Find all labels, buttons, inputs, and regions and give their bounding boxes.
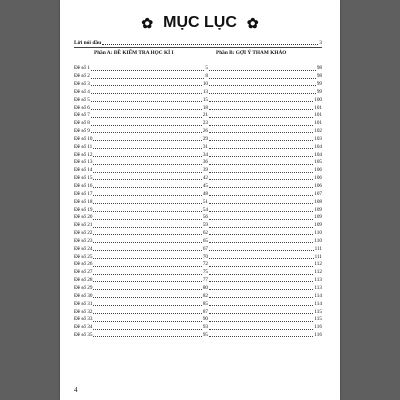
entry-label: Đề số 15 <box>74 175 93 182</box>
entry-label: Đề số 5 <box>74 96 90 103</box>
part-a-entry <box>74 129 208 135</box>
part-a-entry <box>74 208 208 214</box>
entry-label: Đề số 25 <box>74 253 93 260</box>
part-a-page: 34 <box>202 151 208 158</box>
entry-label: Đề số 8 <box>74 120 90 127</box>
entry-label: Đề số 26 <box>74 261 93 268</box>
part-b-page: 109 <box>314 206 322 213</box>
part-a-page: 77 <box>202 277 208 284</box>
part-b-page: 103 <box>314 135 322 142</box>
toc-list <box>74 64 322 339</box>
toc-row <box>74 95 322 103</box>
part-a-page: 90 <box>202 316 208 323</box>
entry-label: Đề số 2 <box>74 73 90 80</box>
part-a-entry <box>74 168 208 174</box>
part-a-entry <box>74 294 208 300</box>
part-b-page: 99 <box>316 88 322 95</box>
part-b-entry <box>208 310 322 316</box>
part-b-page: 111 <box>314 245 322 252</box>
entry-label: Đề số 32 <box>74 308 93 315</box>
toc-row <box>74 166 322 174</box>
part-b-page: 109 <box>314 214 322 221</box>
part-b-entry <box>208 208 322 214</box>
toc-row <box>74 111 322 119</box>
toc-row <box>74 237 322 245</box>
part-b-page: 109 <box>314 222 322 229</box>
part-b-entry <box>208 333 322 339</box>
leader-dots <box>93 305 201 306</box>
part-a-page: 95 <box>202 332 208 339</box>
part-b-page: 101 <box>314 112 322 119</box>
part-b-entry <box>208 137 322 143</box>
page-number: 4 <box>74 386 78 394</box>
intro-page: 3 <box>319 40 322 46</box>
leader-dots <box>93 211 201 212</box>
leader-dots <box>209 132 313 133</box>
part-b-page: 112 <box>314 269 322 276</box>
part-a-entry <box>74 184 208 190</box>
part-a-page: 39 <box>202 167 208 174</box>
part-a-page: 15 <box>202 96 208 103</box>
leader-dots <box>209 329 313 330</box>
part-b-page: 106 <box>314 175 322 182</box>
part-a-page: 21 <box>202 112 208 119</box>
toc-row <box>74 276 322 284</box>
leader-dots <box>209 125 313 126</box>
part-b-entry <box>208 160 322 166</box>
part-a-page: 36 <box>202 159 208 166</box>
toc-row <box>74 64 322 72</box>
entry-label: Đề số 21 <box>74 222 93 229</box>
part-b-page: 116 <box>314 324 322 331</box>
flower-right-icon: ✿ <box>246 15 259 31</box>
part-b-entry <box>208 262 322 268</box>
leader-dots <box>93 234 201 235</box>
entry-label: Đề số 24 <box>74 245 93 252</box>
part-a-entry <box>74 66 208 72</box>
part-b-entry <box>208 302 322 308</box>
part-a-entry <box>74 176 208 182</box>
part-b-entry <box>208 106 322 112</box>
part-b-entry <box>208 153 322 159</box>
part-b-entry <box>208 90 322 96</box>
leader-dots <box>209 281 313 282</box>
leader-dots <box>209 203 313 204</box>
leader-dots <box>91 109 202 110</box>
part-b-entry <box>208 176 322 182</box>
toc-row <box>74 182 322 190</box>
part-a-page: 23 <box>202 120 208 127</box>
leader-dots <box>93 187 201 188</box>
part-a-entry <box>74 231 208 237</box>
part-b-entry <box>208 192 322 198</box>
part-a-page: 72 <box>202 261 208 268</box>
entry-label: Đề số 29 <box>74 284 93 291</box>
leader-dots <box>93 336 201 337</box>
toc-row <box>74 260 322 268</box>
part-a-entry <box>74 270 208 276</box>
entry-label: Đề số 12 <box>74 151 93 158</box>
toc-row <box>74 135 322 143</box>
toc-row <box>74 284 322 292</box>
part-a-heading: Phần A: ĐỀ KIỂM TRA HỌC KÌ I <box>94 50 174 56</box>
entry-label: Đề số 31 <box>74 300 93 307</box>
leader-dots <box>209 172 313 173</box>
leader-dots <box>209 289 313 290</box>
leader-dots <box>209 164 313 165</box>
part-a-entry <box>74 247 208 253</box>
leader-dots <box>209 242 313 243</box>
entry-label: Đề số 23 <box>74 237 93 244</box>
entry-label: Đề số 28 <box>74 277 93 284</box>
toc-row <box>74 150 322 158</box>
part-a-page: 70 <box>202 253 208 260</box>
part-a-page: 59 <box>202 222 208 229</box>
leader-dots <box>93 148 202 149</box>
part-b-entry <box>208 278 322 284</box>
entry-label: Đề số 34 <box>74 324 93 331</box>
leader-dots <box>209 227 313 228</box>
leader-dots <box>209 195 313 196</box>
leader-dots <box>91 125 202 126</box>
part-a-page: 13 <box>202 88 208 95</box>
leader-dots <box>93 242 201 243</box>
part-a-entry <box>74 106 208 112</box>
toc-row <box>74 213 322 221</box>
leader-dots <box>91 85 202 86</box>
leader-dots <box>209 266 313 267</box>
leader-dots <box>209 313 313 314</box>
leader-dots <box>93 258 201 259</box>
part-a-entry <box>74 137 208 143</box>
toc-row <box>74 252 322 260</box>
leader-dots <box>93 289 201 290</box>
leader-dots <box>209 140 313 141</box>
part-a-entry <box>74 160 208 166</box>
toc-row <box>74 307 322 315</box>
part-a-entry <box>74 302 208 308</box>
part-a-entry <box>74 98 208 104</box>
leader-dots <box>209 211 313 212</box>
toc-row <box>74 174 322 182</box>
leader-dots <box>93 321 201 322</box>
document-page <box>60 0 340 400</box>
part-b-entry <box>208 145 322 151</box>
part-b-page: 98 <box>316 73 322 80</box>
part-b-entry <box>208 200 322 206</box>
part-a-page: 26 <box>202 128 208 135</box>
part-a-entry <box>74 113 208 119</box>
part-a-page: 45 <box>202 183 208 189</box>
leader-dots <box>209 85 316 86</box>
part-b-page: 113 <box>314 277 322 284</box>
entry-label: Đề số 33 <box>74 316 93 323</box>
part-a-entry <box>74 145 208 151</box>
part-b-entry <box>208 255 322 261</box>
entry-label: Đề số 35 <box>74 332 93 339</box>
toc-row <box>74 331 322 339</box>
leader-dots <box>91 78 205 79</box>
toc-row <box>74 315 322 323</box>
leader-dots <box>209 179 313 180</box>
part-a-entry <box>74 200 208 206</box>
entry-label: Đề số 6 <box>74 104 90 111</box>
part-a-entry <box>74 82 208 88</box>
title-text: MỤC LỤC <box>163 14 237 31</box>
part-b-entry <box>208 168 322 174</box>
part-b-page: 110 <box>314 237 322 244</box>
toc-row <box>74 205 322 213</box>
leader-dots <box>93 203 201 204</box>
part-a-page: 5 <box>205 65 208 72</box>
part-a-page: 18 <box>202 104 208 111</box>
toc-row <box>74 229 322 237</box>
part-a-entry <box>74 278 208 284</box>
part-b-entry <box>208 113 322 119</box>
part-b-page: 110 <box>314 230 322 237</box>
toc-row <box>74 323 322 331</box>
part-b-page: 102 <box>314 128 322 135</box>
part-b-page: 114 <box>314 300 322 307</box>
leader-dots <box>93 274 201 275</box>
leader-dots <box>209 78 316 79</box>
entry-label: Đề số 10 <box>74 135 93 142</box>
part-b-page: 104 <box>314 143 322 150</box>
entry-label: Đề số 30 <box>74 292 93 299</box>
leader-dots <box>209 156 313 157</box>
entry-label: Đề số 18 <box>74 198 93 205</box>
part-b-entry <box>208 231 322 237</box>
part-a-page: 80 <box>202 284 208 291</box>
leader-dots <box>209 274 313 275</box>
toc-row <box>74 119 322 127</box>
part-a-entry <box>74 192 208 198</box>
entry-label: Đề số 17 <box>74 190 93 197</box>
part-a-page: 62 <box>202 230 208 237</box>
part-b-page: 115 <box>314 308 322 315</box>
part-b-page: 99 <box>316 81 322 88</box>
toc-row <box>74 244 322 252</box>
leader-dots <box>209 70 316 71</box>
part-a-entry <box>74 310 208 316</box>
part-a-entry <box>74 90 208 96</box>
leader-dots <box>209 321 313 322</box>
part-a-page: 31 <box>202 143 208 150</box>
part-b-page: 106 <box>314 183 322 189</box>
leader-dots <box>93 250 201 251</box>
part-b-page: 105 <box>314 159 322 166</box>
part-b-entry <box>208 286 322 292</box>
leader-dots <box>93 313 201 314</box>
entry-label: Đề số 19 <box>74 206 93 213</box>
toc-row <box>74 190 322 198</box>
part-b-entry <box>208 294 322 300</box>
flower-left-icon: ✿ <box>141 15 154 31</box>
part-b-page: 115 <box>314 316 322 323</box>
part-a-page: 54 <box>202 206 208 213</box>
leader-dots <box>93 281 201 282</box>
leader-dots <box>209 258 314 259</box>
entry-label: Đề số 3 <box>74 81 90 88</box>
leader-dots <box>91 70 205 71</box>
part-b-entry <box>208 270 322 276</box>
entry-label: Đề số 1 <box>74 65 90 72</box>
part-b-page: 101 <box>314 104 322 111</box>
entry-label: Đề số 20 <box>74 214 93 221</box>
entry-label: Đề số 4 <box>74 88 90 95</box>
part-headings <box>74 48 322 58</box>
leader-dots <box>91 117 202 118</box>
part-a-entry <box>74 153 208 159</box>
toc-row <box>74 291 322 299</box>
entry-label: Đề số 7 <box>74 112 90 119</box>
leader-dots <box>93 219 201 220</box>
part-a-entry <box>74 255 208 261</box>
part-a-page: 8 <box>205 73 208 80</box>
part-b-entry <box>208 98 322 104</box>
leader-dots <box>93 156 201 157</box>
entry-label: Đề số 13 <box>74 159 93 166</box>
part-b-entry <box>208 239 322 245</box>
toc-row <box>74 197 322 205</box>
leader-dots <box>91 101 202 102</box>
leader-dots <box>93 227 201 228</box>
leader-dots <box>93 297 201 298</box>
part-b-page: 114 <box>314 292 322 299</box>
part-a-page: 87 <box>202 308 208 315</box>
part-a-entry <box>74 223 208 229</box>
part-b-page: 98 <box>316 65 322 72</box>
part-a-entry <box>74 215 208 221</box>
part-b-entry <box>208 247 322 253</box>
leader-dots <box>209 117 313 118</box>
leader-dots <box>102 44 318 45</box>
part-a-page: 10 <box>202 81 208 88</box>
part-a-page: 75 <box>202 269 208 276</box>
leader-dots <box>209 305 313 306</box>
part-b-page: 112 <box>314 261 322 268</box>
part-a-page: 48 <box>202 190 208 197</box>
part-b-entry <box>208 317 322 323</box>
part-a-page: 82 <box>202 292 208 299</box>
part-a-entry <box>74 317 208 323</box>
part-a-entry <box>74 262 208 268</box>
part-a-entry <box>74 325 208 331</box>
toc-row <box>74 142 322 150</box>
part-a-page: 65 <box>202 237 208 244</box>
leader-dots <box>93 179 201 180</box>
leader-dots <box>209 93 316 94</box>
part-a-entry <box>74 239 208 245</box>
leader-dots <box>209 148 313 149</box>
part-b-page: 101 <box>314 120 322 127</box>
part-b-entry <box>208 121 322 127</box>
part-b-page: 100 <box>314 96 322 103</box>
part-a-page: 29 <box>202 135 208 142</box>
part-b-page: 116 <box>314 332 322 339</box>
leader-dots <box>93 140 201 141</box>
part-b-entry <box>208 66 322 72</box>
leader-dots <box>209 250 314 251</box>
leader-dots <box>91 93 202 94</box>
part-a-page: 93 <box>202 324 208 331</box>
part-b-entry <box>208 325 322 331</box>
intro-entry <box>74 36 322 46</box>
part-a-entry <box>74 333 208 339</box>
leader-dots <box>93 266 201 267</box>
part-b-page: 111 <box>314 253 322 260</box>
part-b-page: 104 <box>314 151 322 158</box>
leader-dots <box>209 187 313 188</box>
entry-label: Đề số 16 <box>74 183 93 189</box>
leader-dots <box>91 132 202 133</box>
leader-dots <box>209 234 313 235</box>
part-a-page: 67 <box>202 245 208 252</box>
toc-row <box>74 88 322 96</box>
part-a-page: 51 <box>202 198 208 205</box>
part-a-page: 42 <box>202 175 208 182</box>
part-a-page: 56 <box>202 214 208 221</box>
page-title <box>60 12 340 34</box>
part-b-entry <box>208 223 322 229</box>
leader-dots <box>93 172 201 173</box>
entry-label: Đề số 27 <box>74 269 93 276</box>
part-a-entry <box>74 286 208 292</box>
toc-row <box>74 221 322 229</box>
toc-row <box>74 103 322 111</box>
part-b-entry <box>208 74 322 80</box>
entry-label: Đề số 14 <box>74 167 93 174</box>
leader-dots <box>209 101 313 102</box>
part-a-entry <box>74 121 208 127</box>
leader-dots <box>209 219 313 220</box>
leader-dots <box>209 336 313 337</box>
part-a-page: 85 <box>202 300 208 307</box>
entry-label: Đề số 11 <box>74 143 93 150</box>
entry-label: Đề số 9 <box>74 128 90 135</box>
part-b-page: 106 <box>314 167 322 174</box>
part-b-page: 108 <box>314 198 322 205</box>
leader-dots <box>93 195 201 196</box>
toc-row <box>74 158 322 166</box>
part-b-page: 107 <box>314 190 322 197</box>
leader-dots <box>209 297 313 298</box>
intro-label: Lời nói đầu <box>74 40 102 46</box>
toc-row <box>74 268 322 276</box>
toc-row <box>74 80 322 88</box>
leader-dots <box>93 329 201 330</box>
toc-row <box>74 127 322 135</box>
part-b-page: 113 <box>314 284 322 291</box>
part-b-entry <box>208 129 322 135</box>
toc-row <box>74 299 322 307</box>
part-b-heading: Phần B: GỢI Ý THAM KHẢO <box>216 50 287 56</box>
leader-dots <box>209 109 313 110</box>
part-a-entry <box>74 74 208 80</box>
leader-dots <box>93 164 201 165</box>
part-b-entry <box>208 82 322 88</box>
part-b-entry <box>208 215 322 221</box>
toc-row <box>74 72 322 80</box>
entry-label: Đề số 22 <box>74 230 93 237</box>
part-b-entry <box>208 184 322 190</box>
